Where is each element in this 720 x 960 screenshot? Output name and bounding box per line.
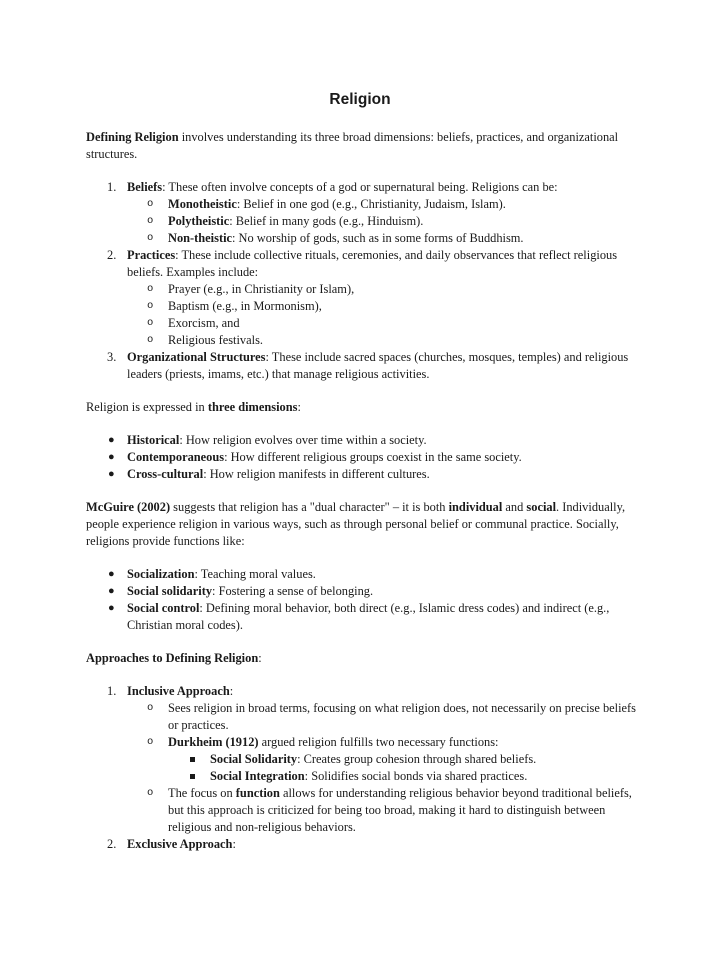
individual-bold: individual xyxy=(448,500,503,514)
bullet-item xyxy=(86,583,646,600)
item-bold: Social solidarity xyxy=(127,584,213,598)
practices-sublist xyxy=(127,281,646,349)
circle-bullet-icon: o xyxy=(147,215,154,227)
item-text: : These include collective rituals, ceremonies, and daily observances that reflect religious beliefs. Examples include: xyxy=(127,248,618,279)
bullet-icon: ● xyxy=(108,602,115,614)
circle-bullet-icon: o xyxy=(147,787,154,799)
bullet-item xyxy=(86,449,646,466)
list-item-organizational-structures xyxy=(86,349,646,383)
mcguire-text-3: . Individually, people experience religion in various ways, such as through personal belief or communal practice. Socially, religions provide functions like: xyxy=(86,500,626,548)
sublist-item xyxy=(86,298,646,315)
list-number: 2. xyxy=(107,248,117,262)
dimensions-list xyxy=(86,179,646,383)
bullet-icon: ● xyxy=(108,568,115,580)
item-bold: Contemporaneous xyxy=(127,450,225,464)
item-post: : xyxy=(232,837,236,851)
item-bold: Organizational Structures xyxy=(127,350,266,364)
approaches-heading-post: : xyxy=(258,651,262,665)
approaches-heading-bold: Approaches to Defining Religion xyxy=(86,651,259,665)
circle-bullet-icon: o xyxy=(147,702,154,714)
circle-bullet-icon: o xyxy=(147,334,154,346)
subsublist-item xyxy=(86,768,646,785)
bullet-item xyxy=(86,466,646,483)
circle-bullet-icon: o xyxy=(147,198,154,210)
item-text: : Fostering a sense of belonging. xyxy=(212,584,374,598)
list-number: 1. xyxy=(107,684,117,698)
approaches-list xyxy=(86,683,646,853)
intro-text: involves understanding its three broad dimensions: beliefs, practices, and organizational structures. xyxy=(86,130,619,161)
sub-text: : Belief in many gods (e.g., Hinduism). xyxy=(229,214,424,228)
page-title: Religion xyxy=(329,91,391,108)
expressed-bold: three dimensions xyxy=(207,400,298,414)
bullet-item xyxy=(86,600,646,634)
sub-bold: Durkheim (1912) xyxy=(168,735,259,749)
mcguire-text-2: and xyxy=(502,500,527,514)
sublist-item xyxy=(86,281,646,298)
list-item-beliefs xyxy=(86,179,646,247)
bullet-item xyxy=(86,432,646,449)
item-bold: Practices xyxy=(127,248,176,262)
intro-bold: Defining Religion xyxy=(86,130,179,144)
bullet-icon: ● xyxy=(108,468,115,480)
expressed-list xyxy=(86,432,646,483)
item-bold: Inclusive Approach xyxy=(127,684,230,698)
sublist-item xyxy=(86,700,646,734)
bullet-icon: ● xyxy=(108,585,115,597)
sub-bold: Monotheistic xyxy=(168,197,237,211)
circle-bullet-icon: o xyxy=(147,317,154,329)
mcguire-paragraph xyxy=(86,499,646,550)
item-bold: Historical xyxy=(127,433,180,447)
item-text: : How religion evolves over time within a society. xyxy=(179,433,427,447)
item-post: : xyxy=(229,684,234,698)
document-body xyxy=(86,129,646,853)
sublist-item xyxy=(86,315,646,332)
sub-bold: Non-theistic xyxy=(168,231,233,245)
sublist-item xyxy=(86,785,646,836)
sub-text: Baptism (e.g., in Mormonism), xyxy=(168,299,322,313)
circle-bullet-icon: o xyxy=(147,736,154,748)
item-bold: Socialization xyxy=(127,567,195,581)
item-text: : These include sacred spaces (churches, mosques, temples) and religious leaders (priests, imams, etc.) that manage religious activities. xyxy=(127,350,629,381)
item-text: : Teaching moral values. xyxy=(194,567,316,581)
item-text: : Defining moral behavior, both direct (e.g., Islamic dress codes) and indirect (e.g., Christian moral codes). xyxy=(127,601,610,632)
sublist-item xyxy=(86,213,646,230)
durkheim-sublist xyxy=(168,751,646,785)
item-text: : These often involve concepts of a god or supernatural being. Religions can be: xyxy=(162,180,558,194)
sub-text: : Belief in one god (e.g., Christianity, Judaism, Islam). xyxy=(236,197,506,211)
list-item-exclusive-approach xyxy=(86,836,646,853)
circle-bullet-icon: o xyxy=(147,232,154,244)
sublist-item xyxy=(86,734,646,785)
list-number: 3. xyxy=(107,350,117,364)
beliefs-sublist xyxy=(127,196,646,247)
subsublist-item xyxy=(86,751,646,768)
bullet-icon: ● xyxy=(108,434,115,446)
sub-text: Exorcism, and xyxy=(168,316,240,330)
sublist-item xyxy=(86,196,646,213)
square-bullet-icon xyxy=(190,757,195,762)
subsub-bold: Social Solidarity xyxy=(210,752,298,766)
item-bold: Cross-cultural xyxy=(127,467,204,481)
bullet-icon: ● xyxy=(108,451,115,463)
mcguire-bold: McGuire (2002) xyxy=(86,500,171,514)
social-bold: social xyxy=(526,500,557,514)
functions-list xyxy=(86,566,646,634)
list-item-practices xyxy=(86,247,646,349)
expressed-post: : xyxy=(297,400,301,414)
inclusive-sublist xyxy=(127,700,646,836)
approaches-heading xyxy=(86,650,646,667)
subsub-bold: Social Integration xyxy=(210,769,305,783)
sub-post: allows for understanding religious behavior beyond traditional beliefs, but this approach is criticized for being too broad, making it hard to distinguish between religious and non-religious behaviors. xyxy=(168,786,632,834)
expressed-pre: Religion is expressed in xyxy=(86,400,208,414)
intro-paragraph xyxy=(86,129,646,163)
sub-bold: Polytheistic xyxy=(168,214,230,228)
sub-text: : No worship of gods, such as in some forms of Buddhism. xyxy=(232,231,524,245)
item-text: : How different religious groups coexist in the same society. xyxy=(224,450,522,464)
circle-bullet-icon: o xyxy=(147,283,154,295)
subsub-text: : Solidifies social bonds via shared practices. xyxy=(304,769,528,783)
item-bold: Exclusive Approach xyxy=(127,837,233,851)
sub-text: argued religion fulfills two necessary functions: xyxy=(258,735,499,749)
subsub-text: : Creates group cohesion through shared beliefs. xyxy=(297,752,537,766)
circle-bullet-icon: o xyxy=(147,300,154,312)
square-bullet-icon xyxy=(190,774,195,779)
sub-bold: function xyxy=(235,786,280,800)
list-number: 2. xyxy=(107,837,117,851)
item-text: : How religion manifests in different cultures. xyxy=(203,467,430,481)
sub-pre: The focus on xyxy=(168,786,236,800)
list-number: 1. xyxy=(107,180,117,194)
mcguire-text-1: suggests that religion has a "dual character" – it is both xyxy=(170,500,449,514)
sub-text: Prayer (e.g., in Christianity or Islam), xyxy=(168,282,355,296)
sublist-item xyxy=(86,332,646,349)
sub-text: Religious festivals. xyxy=(168,333,263,347)
item-bold: Social control xyxy=(127,601,200,615)
expressed-paragraph xyxy=(86,399,646,416)
sublist-item xyxy=(86,230,646,247)
list-item-inclusive-approach xyxy=(86,683,646,836)
item-bold: Beliefs xyxy=(127,180,163,194)
bullet-item xyxy=(86,566,646,583)
sub-text: Sees religion in broad terms, focusing on what religion does, not necessarily on precise beliefs or practices. xyxy=(168,701,636,732)
